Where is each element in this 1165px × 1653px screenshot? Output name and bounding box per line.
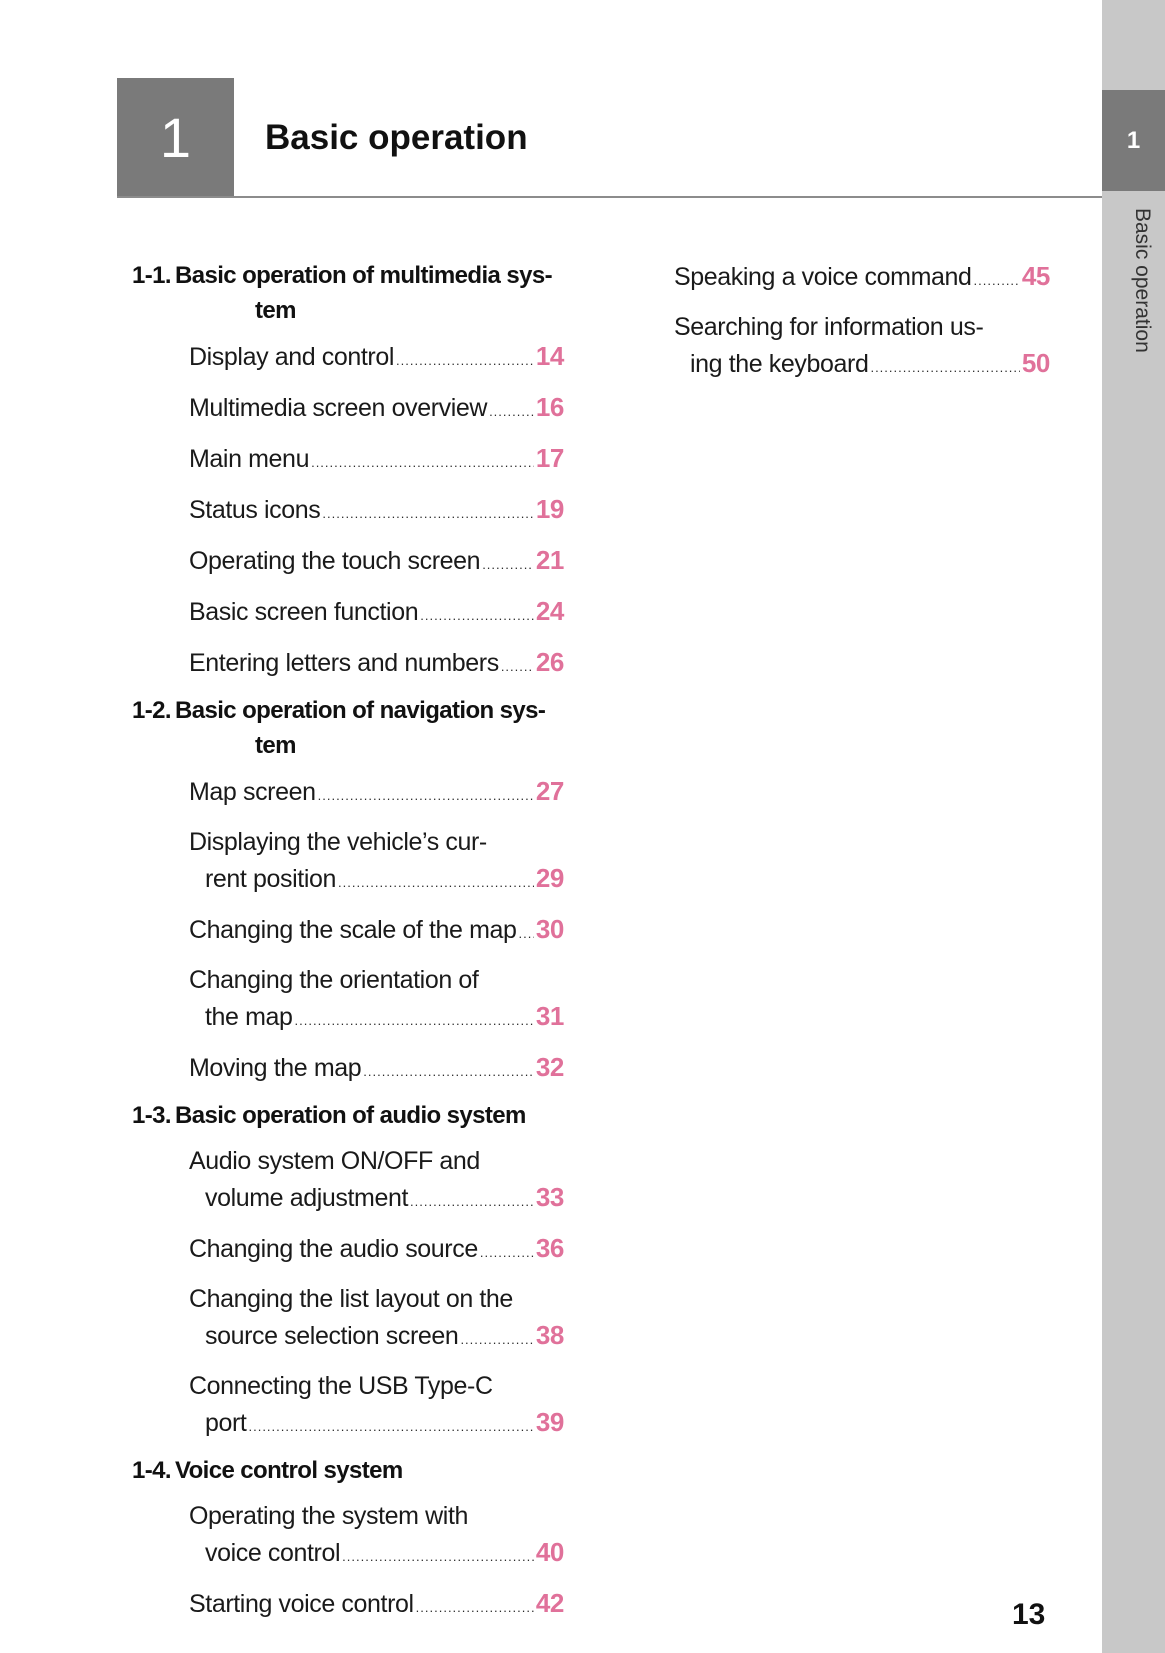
toc-entry[interactable] <box>189 962 564 1039</box>
section-title-line: Basic operation of navigation sys- <box>174 697 546 724</box>
leader-dots <box>460 1322 533 1358</box>
section-title-line: Voice control system <box>174 1457 403 1484</box>
section-number: 1-4. <box>132 1457 171 1484</box>
toc-entry[interactable] <box>189 389 564 430</box>
leader-dots <box>489 394 534 430</box>
entry-label: Changing the orientation of <box>189 966 479 994</box>
entry-label: Changing the scale of the map <box>189 916 517 944</box>
toc-entry[interactable] <box>189 1230 564 1271</box>
toc-entry[interactable] <box>674 309 1050 386</box>
leader-dots <box>318 778 534 814</box>
chapter-title: Basic operation <box>265 118 528 157</box>
leader-dots <box>974 263 1020 299</box>
entry-label: rent position <box>205 865 336 893</box>
entry-label: volume adjustment <box>205 1184 409 1212</box>
entry-label: Moving the map <box>189 1054 362 1082</box>
section-number: 1-2. <box>132 697 171 724</box>
chapter-number-box <box>117 78 234 196</box>
leader-dots <box>410 1184 534 1220</box>
leader-dots <box>870 350 1019 386</box>
toc-entry[interactable] <box>189 773 564 814</box>
leader-dots <box>322 496 533 532</box>
toc-section-1-1[interactable] <box>132 258 564 328</box>
chapter-side-tab[interactable] <box>1102 90 1165 191</box>
entry-label: Map screen <box>189 778 316 806</box>
entry-label: Searching for information us- <box>674 313 984 341</box>
entry-page: 26 <box>535 647 564 677</box>
entry-page: 27 <box>535 776 564 806</box>
leader-dots <box>501 649 534 685</box>
entry-page: 16 <box>535 392 564 422</box>
entry-page: 17 <box>535 443 564 473</box>
entry-page: 32 <box>535 1052 564 1082</box>
entry-page: 39 <box>535 1407 564 1437</box>
entry-label: ing the keyboard <box>690 350 869 378</box>
toc-entry[interactable] <box>189 1143 564 1220</box>
entry-page: 36 <box>535 1233 564 1263</box>
leader-dots <box>311 445 534 481</box>
toc-entry[interactable] <box>189 440 564 481</box>
toc-section-1-3[interactable] <box>132 1098 564 1133</box>
toc-entry[interactable] <box>189 644 564 685</box>
entry-label: Changing the list layout on the <box>189 1285 513 1313</box>
side-tab-label: Basic operation <box>1131 208 1154 353</box>
section-title-line: Basic operation of audio system <box>174 1102 526 1129</box>
entry-label: Multimedia screen overview <box>189 394 488 422</box>
toc-entry[interactable] <box>189 338 564 379</box>
leader-dots <box>519 916 534 952</box>
leader-dots <box>295 1003 534 1039</box>
chapter-header <box>117 78 1102 198</box>
section-title-line: tem <box>254 297 296 324</box>
section-number: 1-1. <box>132 262 171 289</box>
entry-page: 38 <box>535 1320 564 1350</box>
toc-entry[interactable] <box>189 593 564 634</box>
entry-page: 29 <box>535 863 564 893</box>
side-tab-number: 1 <box>1126 126 1141 154</box>
entry-label: Entering letters and numbers <box>189 649 499 677</box>
entry-label: port <box>205 1409 247 1437</box>
leader-dots <box>396 343 534 379</box>
entry-label: the map <box>205 1003 293 1031</box>
toc-left-column <box>132 258 564 1626</box>
entry-page: 45 <box>1021 261 1050 291</box>
entry-page: 33 <box>535 1182 564 1212</box>
toc-entry[interactable] <box>674 258 1050 299</box>
page-number: 13 <box>1012 1598 1046 1631</box>
entry-page: 19 <box>535 494 564 524</box>
entry-label: Main menu <box>189 445 310 473</box>
section-title-line: tem <box>254 732 296 759</box>
chapter-side-strip <box>1102 0 1165 1653</box>
leader-dots <box>363 1054 534 1090</box>
entry-page: 31 <box>535 1001 564 1031</box>
leader-dots <box>416 1590 534 1626</box>
entry-label: Operating the touch screen <box>189 547 481 575</box>
toc-right-column <box>674 258 1050 386</box>
leader-dots <box>248 1409 533 1445</box>
chapter-number: 1 <box>159 105 192 169</box>
section-title-line: Basic operation of multimedia sys- <box>174 262 552 289</box>
entry-label: Displaying the vehicle’s cur- <box>189 828 487 856</box>
entry-page: 30 <box>535 914 564 944</box>
entry-label: Changing the audio source <box>189 1235 478 1263</box>
entry-label: Operating the system with <box>189 1502 469 1530</box>
toc-section-1-4[interactable] <box>132 1453 564 1488</box>
entry-page: 24 <box>535 596 564 626</box>
entry-page: 40 <box>535 1537 564 1567</box>
toc-entry[interactable] <box>189 911 564 952</box>
entry-label: voice control <box>205 1539 341 1567</box>
entry-label: source selection screen <box>205 1322 459 1350</box>
entry-page: 50 <box>1021 348 1050 378</box>
entry-label: Display and control <box>189 343 395 371</box>
entry-label: Basic screen function <box>189 598 419 626</box>
entry-page: 14 <box>535 341 564 371</box>
toc-entry[interactable] <box>189 1585 564 1626</box>
toc-entry[interactable] <box>189 1049 564 1090</box>
entry-label: Audio system ON/OFF and <box>189 1147 480 1175</box>
toc-entry[interactable] <box>189 1281 564 1358</box>
entry-label: Starting voice control <box>189 1590 414 1618</box>
toc-entry[interactable] <box>189 1498 564 1575</box>
leader-dots <box>420 598 534 634</box>
entry-page: 42 <box>535 1588 564 1618</box>
entry-label: Speaking a voice command <box>674 263 972 291</box>
entry-label: Status icons <box>189 496 321 524</box>
leader-dots <box>480 1235 534 1271</box>
section-number: 1-3. <box>132 1102 171 1129</box>
leader-dots <box>482 547 534 583</box>
leader-dots <box>342 1539 534 1575</box>
toc-entry[interactable] <box>189 824 564 901</box>
entry-label: Connecting the USB Type-C <box>189 1372 493 1400</box>
leader-dots <box>338 865 534 901</box>
entry-page: 21 <box>535 545 564 575</box>
toc-entry[interactable] <box>189 1368 564 1445</box>
toc-section-1-2[interactable] <box>132 693 564 763</box>
toc-entry[interactable] <box>189 491 564 532</box>
toc-entry[interactable] <box>189 542 564 583</box>
